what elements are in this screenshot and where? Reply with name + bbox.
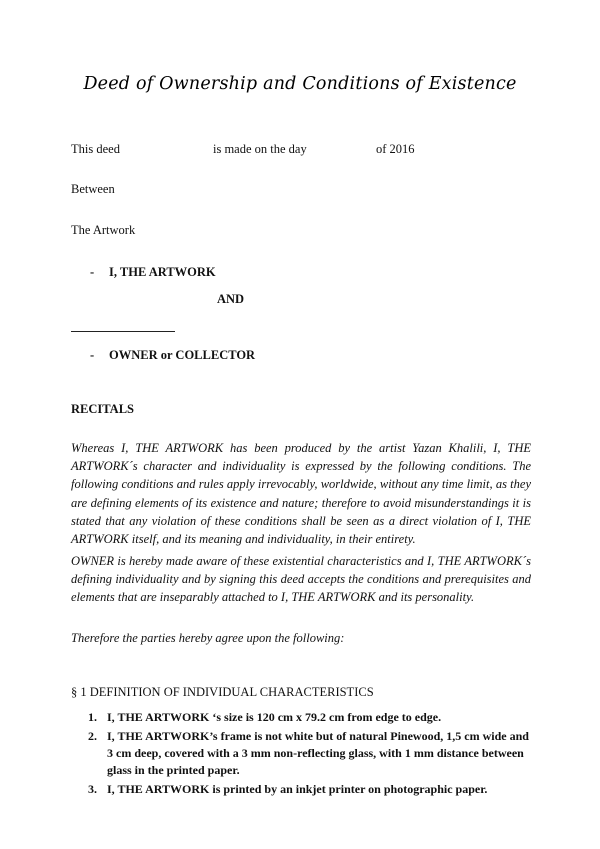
recital-paragraph-3: Therefore the parties hereby agree upon the following: [71, 631, 345, 645]
section-1-list [71, 709, 531, 800]
list-item-number: 3. [88, 782, 97, 796]
list-item-text: I, THE ARTWORK is printed by an inkjet printer on photographic paper. [107, 782, 488, 796]
list-item [71, 728, 531, 779]
intro-made-on: is made on the day [213, 142, 307, 156]
the-artwork-label: The Artwork [71, 223, 136, 237]
intro-this-deed: This deed [71, 142, 120, 156]
list-item [71, 709, 531, 726]
party-two-dash: - [90, 348, 95, 362]
recital-paragraph-2: OWNER is hereby made aware of these existential characteristics and I, THE ARTWORK´s defining individuality and by signing this deed accepts the conditions and prerequisites and elements that are inseparably attached to I, THE ARTWORK and its personality. [71, 554, 531, 605]
party-one-dash: - [90, 265, 95, 279]
intro-year: of 2016 [376, 142, 415, 156]
list-item-number: 2. [88, 729, 97, 743]
list-item-text: I, THE ARTWORK’s frame is not white but of natural Pinewood, 1,5 cm wide and 3 cm deep, covered with a 3 mm non-reflecting glass, with 1 mm distance between glass in the printed paper. [107, 729, 529, 777]
between-label: Between [71, 182, 115, 196]
document-title: Deed of Ownership and Conditions of Existence [83, 74, 517, 94]
party-two-label: OWNER or COLLECTOR [109, 348, 256, 362]
recital-paragraph-1: Whereas I, THE ARTWORK has been produced by the artist Yazan Khalili, I, THE ARTWORK´s character and individuality is expressed by the following conditions. The following conditions and rules apply irrevocably, worldwide, without any time limit, as they are defining elements of its existence and nature; therefore to avoid misunderstandings it is stated that any violation of these conditions shall be seen as a direct violation of I, THE ARTWORK itself, and its meaning and individuality, in their entirety. [71, 441, 531, 547]
list-item [71, 781, 531, 798]
list-item-number: 1. [88, 710, 97, 724]
recitals-heading: RECITALS [71, 402, 134, 416]
section-1-heading: § 1 DEFINITION OF INDIVIDUAL CHARACTERISTICS [71, 685, 374, 699]
signature-line [71, 331, 175, 332]
and-label: AND [217, 292, 245, 306]
list-item-text: I, THE ARTWORK ‘s size is 120 cm x 79.2 cm from edge to edge. [107, 710, 442, 724]
party-one-label: I, THE ARTWORK [109, 265, 216, 279]
